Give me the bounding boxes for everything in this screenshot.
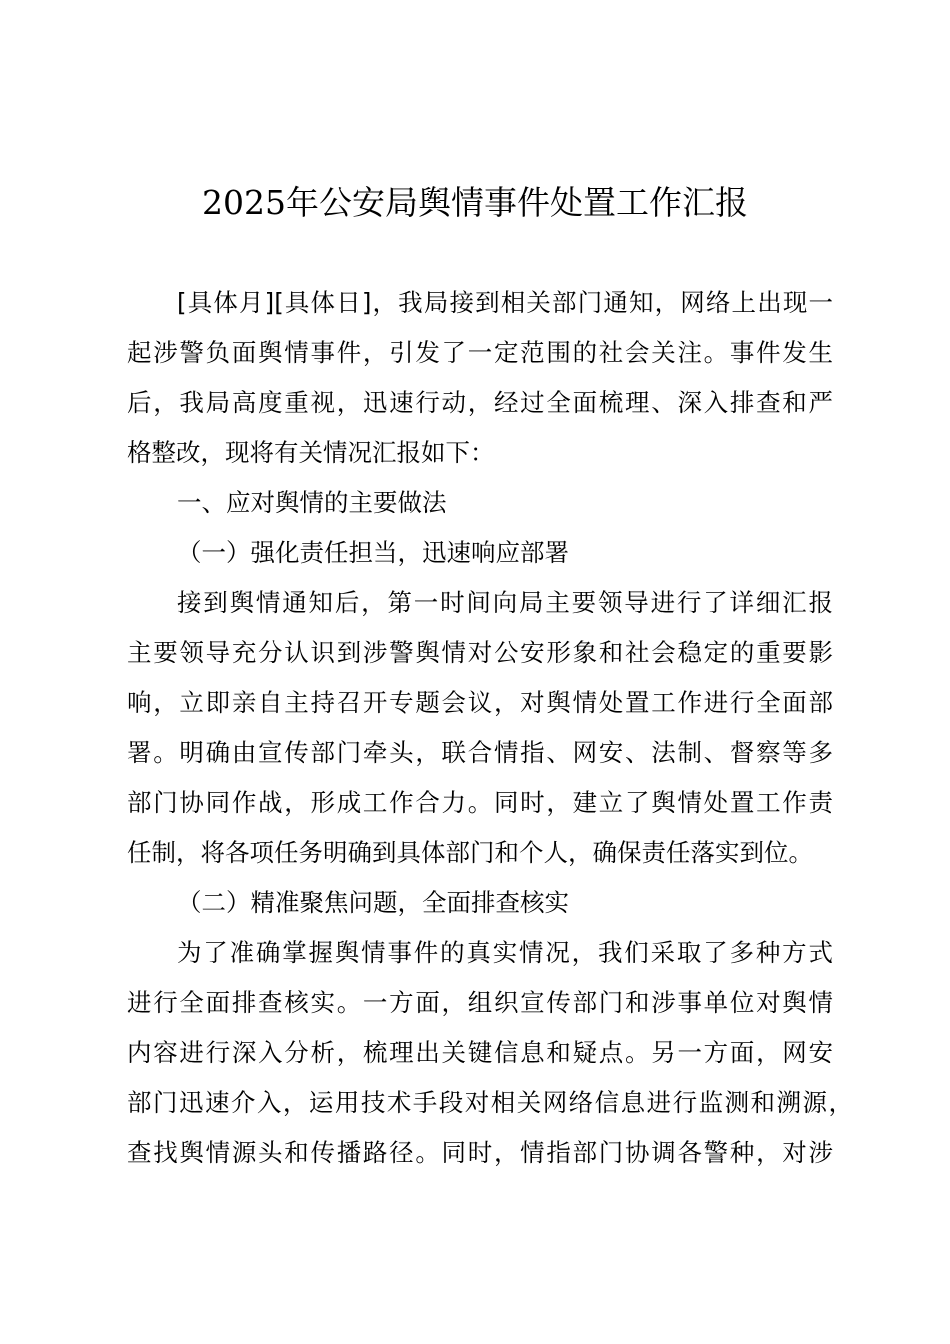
text-line: 后，我局高度重视，迅速行动，经过全面梳理、深入排查和严 <box>127 388 833 417</box>
document-title: 2025年公安局舆情事件处置工作汇报 <box>202 183 748 222</box>
text-line: [具体月][具体日]，我局接到相关部门通知，网络上出现一 <box>177 288 833 317</box>
document-body <box>127 278 853 1178</box>
text-line: 接到舆情通知后，第一时间向局主要领导进行了详细汇报 <box>177 588 833 617</box>
text-line: 署。明确由宣传部门牵头，联合情指、网安、法制、督察等多 <box>127 738 833 767</box>
paragraph-investigation <box>127 928 853 1178</box>
subsection-heading-2: （二）精准聚焦问题，全面排查核实 <box>177 888 569 917</box>
text-line: 格整改，现将有关情况汇报如下： <box>127 438 495 467</box>
subsection-heading-1: （一）强化责任担当，迅速响应部署 <box>177 538 569 567</box>
section-heading-1: 一、应对舆情的主要做法 <box>177 488 447 517</box>
text-line: 为了准确掌握舆情事件的真实情况，我们采取了多种方式 <box>177 938 833 967</box>
text-line: 任制，将各项任务明确到具体部门和个人，确保责任落实到位。 <box>127 838 813 867</box>
text-line: 查找舆情源头和传播路径。同时，情指部门协调各警种，对涉 <box>127 1138 833 1167</box>
text-line: 进行全面排查核实。一方面，组织宣传部门和涉事单位对舆情 <box>127 988 833 1017</box>
paragraph-response <box>127 578 833 878</box>
text-line: 起涉警负面舆情事件，引发了一定范围的社会关注。事件发生 <box>127 338 833 367</box>
text-line: 内容进行深入分析，梳理出关键信息和疑点。另一方面，网安 <box>127 1038 833 1067</box>
paragraph-intro <box>127 278 833 478</box>
text-line: 响，立即亲自主持召开专题会议，对舆情处置工作进行全面部 <box>127 688 833 717</box>
text-line: 部门协同作战，形成工作合力。同时，建立了舆情处置工作责 <box>127 788 833 817</box>
text-line: 主要领导充分认识到涉警舆情对公安形象和社会稳定的重要影 <box>127 638 833 667</box>
text-line: 部门迅速介入，运用技术手段对相关网络信息进行监测和溯源， <box>127 1088 853 1117</box>
